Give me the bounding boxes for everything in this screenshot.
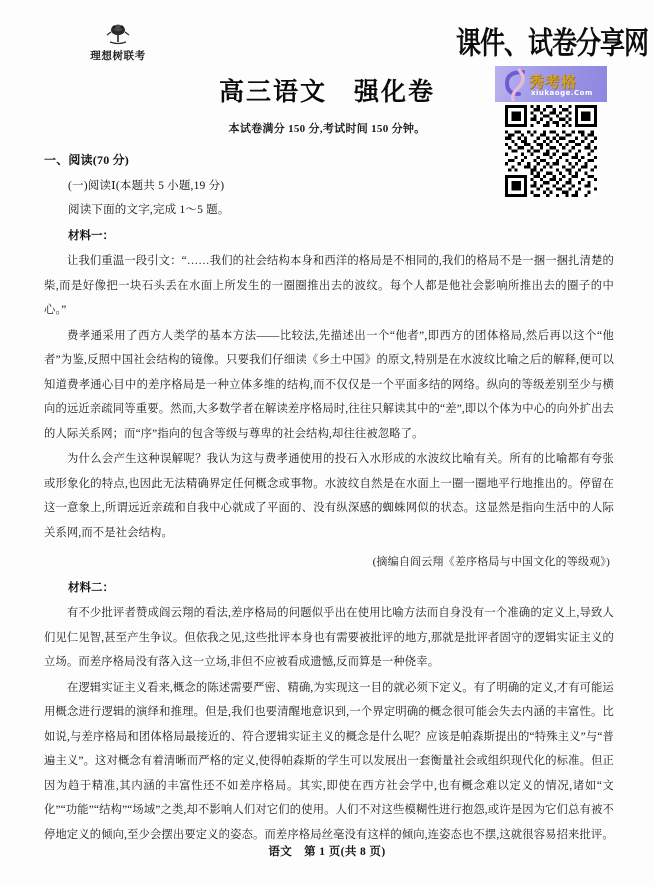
page-footer: 语文 第 1 页(共 8 页) xyxy=(268,846,386,858)
reading-instruction: 阅读下面的文字,完成 1～5 题。 xyxy=(68,204,230,216)
paper-subtitle: 本试卷满分 150 分,考试时间 150 分钟。 xyxy=(228,123,426,135)
material-two-label: 材料二： xyxy=(68,582,114,594)
subsection-heading-reading-1: (一)阅读Ⅰ(本题共 5 小题,19 分) xyxy=(68,180,225,192)
material-two-paragraph: 有不少批评者赞成阎云翔的看法,差序格局的问题似乎出在使用比喻方法而自身没有一个准确的定义上,导致人们见仁见智,甚至产生争议。但依我之见,这些批评本身也有需要被批评的地方,那就是批评者固守的逻辑实证主义的立场。而差序格局没有落入这一立场,非但不应被看成遗憾,反而算是一种侥幸。 xyxy=(44,607,614,668)
site-logo-url: xiukaoge.Com xyxy=(531,89,593,97)
section-heading-reading: 一、阅读(70 分) xyxy=(44,153,129,167)
material-two-paragraph: 在逻辑实证主义看来,概念的陈述需要严密、精确,为实现这一目的就必须下定义。有了明确的定义,才有可能运用概念进行逻辑的演绎和推理。但是,我们也要清醒地意识到,一个界定明确的概念很可能会失去内涵的丰富性。比如说,与差序格局和团体格局最接近的、符合逻辑实证主义的概念是什么呢？应该是帕森斯提出的“特殊主义”与“普遍主义”。这对概念有着清晰而严格的定义,使得帕森斯的学生可以发展出一套衡量社会或组织现代化的标准。但正因为趋于精准,其内涵的丰富性还不如差序格局。其实,即使在西方社会学中,也有概念难以定义的情况,诸如“文化”“功能”“结构”“场域”之类,却不影响人们对它们的使用。人们不对这些模糊性进行抱怨,或许是因为它们总有被不停地定义的倾向,至少会摆出要定义的姿态。而差序格局丝毫没有这样的倾向,连姿态也不摆,这就很容易招来批评。 xyxy=(44,681,614,841)
material-one-citation: (摘编自阎云翔《差序格局与中国文化的等级观》) xyxy=(372,556,610,568)
site-logo-text: 秀考格 xyxy=(529,75,578,91)
material-one-label: 材料一： xyxy=(68,230,114,242)
exam-board-logo xyxy=(63,22,173,63)
exam-board-name: 理想树联考 xyxy=(90,51,146,62)
watermark-title: 课件、试卷分享网 xyxy=(456,25,649,61)
paper-title-block xyxy=(0,72,654,136)
exam-content xyxy=(44,151,614,848)
material-one-paragraph: 费孝通采用了西方人类学的基本方法——比较法,先描述出一个“他者”,即西方的团体格局,然后再以这个“他者”为鉴,反照中国社会结构的镜像。只要我们仔细读《乡土中国》的原文,特别是在水波纹比喻之后的解释,便可以知道费孝通心目中的差序格局是一种立体多维的结构,而不仅仅是一个平面多结的网络。纵向的等级差别至少与横向的远近亲疏同等重要。然而,大多数学者在解读差序格局时,往往只解读其中的“差”,即以个体为中心的向外扩出去的人际关系网；而“序”指向的包含等级与尊卑的社会结构,却往往被忽略了。 xyxy=(44,329,614,440)
tree-emblem-icon xyxy=(105,22,131,46)
material-one-paragraph: 让我们重温一段引文：“……我们的社会结构本身和西洋的格局是不相同的,我们的格局不是一捆一捆扎清楚的柴,而是好像把一块石头丢在水面上所发生的一圈圈推出去的波纹。每个人都是他社会影响所推出去的圈子的中心。” xyxy=(44,255,614,316)
material-one-paragraph: 为什么会产生这种误解呢？我认为这与费孝通使用的投石入水形成的水波纹比喻有关。所有的比喻都有夸张或形象化的特点,也因此无法精确界定任何概念或事物。水波纹自然是在水面上一圈一圈地平行地推出的。停留在这一意象上,所谓远近亲疏和自我中心就成了平面的、没有纵深感的蜘蛛网似的状态。这显然是指向生活中的人际关系网,而不是社会结构。 xyxy=(44,453,614,539)
page-title: 高三语文 强化卷 xyxy=(218,79,435,106)
